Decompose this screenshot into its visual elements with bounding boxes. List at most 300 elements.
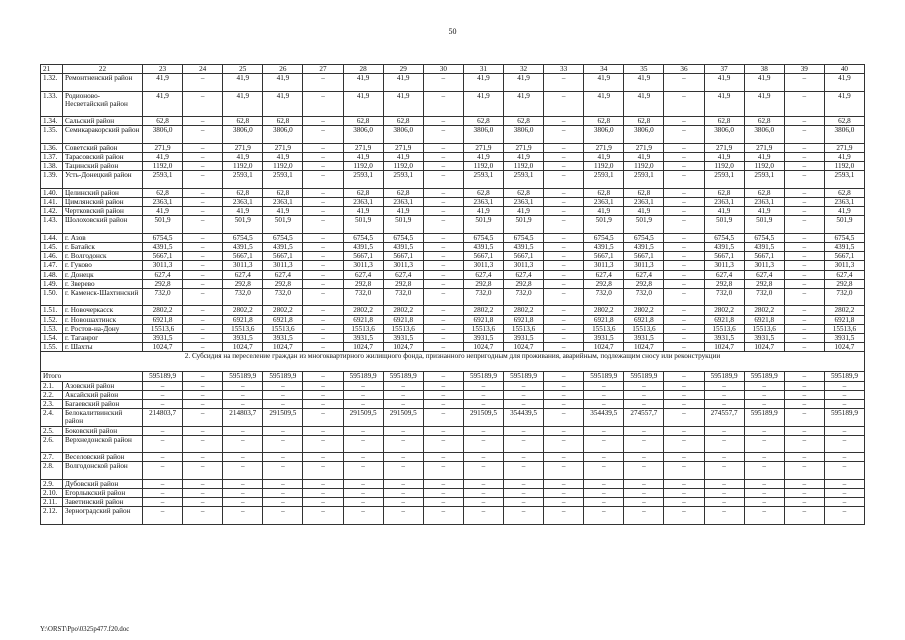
value-cell: 62,8 (584, 117, 624, 126)
value-cell: 291509,5 (263, 409, 303, 426)
row-number: 2.6. (41, 435, 63, 452)
table-row (41, 252, 865, 261)
value-cell: – (544, 315, 584, 324)
value-cell: – (664, 400, 704, 409)
value-cell: 4391,5 (263, 242, 303, 251)
value-cell: – (303, 233, 343, 242)
value-cell: 501,9 (383, 216, 423, 233)
value-cell: 62,8 (463, 188, 503, 197)
value-cell: – (343, 390, 383, 399)
column-number: 40 (824, 65, 864, 74)
value-cell: 3806,0 (343, 126, 383, 143)
value-cell: 41,9 (223, 207, 263, 216)
value-cell: 6921,8 (584, 315, 624, 324)
value-cell: – (143, 400, 183, 409)
value-cell: – (183, 270, 223, 279)
table-row (41, 343, 865, 352)
value-cell: 732,0 (383, 289, 423, 306)
value-cell: – (223, 462, 263, 479)
total-value-cell: – (423, 372, 463, 381)
total-value-cell: 595189,9 (463, 372, 503, 381)
value-cell: – (303, 324, 343, 333)
value-cell: – (183, 188, 223, 197)
value-cell: 2802,2 (744, 306, 784, 315)
value-cell: – (423, 216, 463, 233)
value-cell: – (824, 462, 864, 479)
value-cell: – (784, 162, 824, 171)
value-cell: – (183, 315, 223, 324)
column-number: 30 (423, 65, 463, 74)
value-cell: – (423, 252, 463, 261)
value-cell: – (584, 390, 624, 399)
row-number: 1.45. (41, 242, 63, 251)
value-cell: – (223, 498, 263, 507)
value-cell: – (664, 242, 704, 251)
value-cell: 2593,1 (704, 171, 744, 188)
value-cell: 501,9 (584, 216, 624, 233)
value-cell: 62,8 (704, 188, 744, 197)
value-cell: – (183, 462, 223, 479)
value-cell: 2363,1 (824, 197, 864, 206)
value-cell: 292,8 (824, 279, 864, 288)
value-cell: – (744, 479, 784, 488)
value-cell: – (183, 409, 223, 426)
value-cell: 3931,5 (223, 334, 263, 343)
value-cell: – (664, 306, 704, 315)
table-row (41, 74, 865, 91)
column-number: 25 (223, 65, 263, 74)
value-cell: – (624, 390, 664, 399)
value-cell: – (183, 143, 223, 152)
value-cell: – (303, 315, 343, 324)
value-cell: 2363,1 (263, 197, 303, 206)
value-cell: – (704, 426, 744, 435)
value-cell: 41,9 (383, 207, 423, 216)
value-cell: – (784, 91, 824, 117)
value-cell: 41,9 (143, 152, 183, 161)
value-cell: 732,0 (263, 289, 303, 306)
value-cell: – (704, 435, 744, 452)
total-value-cell: – (303, 372, 343, 381)
district-name: Веселовский район (63, 453, 143, 462)
table-row (41, 426, 865, 435)
value-cell: – (544, 400, 584, 409)
value-cell: – (664, 117, 704, 126)
value-cell: – (544, 233, 584, 242)
table-row (41, 188, 865, 197)
value-cell: 2593,1 (624, 171, 664, 188)
value-cell: 41,9 (584, 74, 624, 91)
value-cell: 2363,1 (223, 197, 263, 206)
value-cell: 627,4 (503, 270, 543, 279)
value-cell: – (584, 479, 624, 488)
value-cell: – (423, 400, 463, 409)
value-cell: 732,0 (463, 289, 503, 306)
district-name: Азовский район (63, 381, 143, 390)
value-cell: 627,4 (624, 270, 664, 279)
value-cell: 271,9 (624, 143, 664, 152)
row-number: 1.35. (41, 126, 63, 143)
total-value-cell: 595189,9 (383, 372, 423, 381)
value-cell: 3011,3 (584, 261, 624, 270)
column-number: 27 (303, 65, 343, 74)
value-cell: – (664, 489, 704, 498)
value-cell: – (544, 507, 584, 524)
value-cell: – (784, 74, 824, 91)
value-cell: – (824, 426, 864, 435)
value-cell: 271,9 (824, 143, 864, 152)
value-cell: 271,9 (383, 143, 423, 152)
value-cell: 3011,3 (704, 261, 744, 270)
total-value-cell: 595189,9 (343, 372, 383, 381)
value-cell: 15513,6 (744, 324, 784, 333)
row-number: 1.42. (41, 207, 63, 216)
value-cell: 6754,5 (624, 233, 664, 242)
value-cell: 5667,1 (824, 252, 864, 261)
value-cell: – (503, 507, 543, 524)
value-cell: 41,9 (263, 91, 303, 117)
district-name: г. Таганрог (63, 334, 143, 343)
value-cell: – (183, 126, 223, 143)
value-cell: – (183, 152, 223, 161)
value-cell: 41,9 (263, 152, 303, 161)
value-cell: – (503, 435, 543, 452)
value-cell: – (423, 117, 463, 126)
value-cell: – (183, 117, 223, 126)
value-cell: 41,9 (704, 91, 744, 117)
value-cell: 4391,5 (343, 242, 383, 251)
row-number: 1.32. (41, 74, 63, 91)
value-cell: 2593,1 (503, 171, 543, 188)
value-cell: – (784, 216, 824, 233)
value-cell: 271,9 (744, 143, 784, 152)
value-cell: 62,8 (383, 188, 423, 197)
district-name: Целинский район (63, 188, 143, 197)
value-cell: – (544, 289, 584, 306)
row-number: 1.48. (41, 270, 63, 279)
value-cell: 62,8 (624, 188, 664, 197)
value-cell: 501,9 (744, 216, 784, 233)
value-cell: 41,9 (624, 91, 664, 117)
value-cell: 15513,6 (223, 324, 263, 333)
value-cell: – (544, 117, 584, 126)
value-cell: – (704, 462, 744, 479)
value-cell: – (183, 306, 223, 315)
value-cell: 3806,0 (584, 126, 624, 143)
value-cell: 41,9 (463, 207, 503, 216)
district-name: г. Ростов-на-Дону (63, 324, 143, 333)
value-cell: – (423, 381, 463, 390)
value-cell: – (784, 400, 824, 409)
total-value-cell: 595189,9 (824, 372, 864, 381)
value-cell: 501,9 (263, 216, 303, 233)
value-cell: 1192,0 (143, 162, 183, 171)
value-cell: 291509,5 (463, 409, 503, 426)
table-row (41, 216, 865, 233)
value-cell: 41,9 (463, 91, 503, 117)
district-name: Аксайский район (63, 390, 143, 399)
row-number: 1.50. (41, 289, 63, 306)
value-cell: 1024,7 (223, 343, 263, 352)
row-number: 1.41. (41, 197, 63, 206)
value-cell: 2802,2 (223, 306, 263, 315)
value-cell: – (263, 479, 303, 488)
row-number: 1.37. (41, 152, 63, 161)
value-cell: 292,8 (343, 279, 383, 288)
value-cell: 2802,2 (704, 306, 744, 315)
value-cell: 62,8 (263, 188, 303, 197)
value-cell: 6754,5 (143, 233, 183, 242)
row-number: 2.11. (41, 498, 63, 507)
value-cell: – (664, 270, 704, 279)
table-row (41, 435, 865, 452)
value-cell: 41,9 (263, 74, 303, 91)
district-name: г. Азов (63, 233, 143, 242)
value-cell: 41,9 (824, 74, 864, 91)
value-cell: – (784, 453, 824, 462)
value-cell: 292,8 (704, 279, 744, 288)
value-cell: 6921,8 (143, 315, 183, 324)
total-value-cell: 595189,9 (503, 372, 543, 381)
row-number: 2.2. (41, 390, 63, 399)
value-cell: 3931,5 (584, 334, 624, 343)
value-cell: 5667,1 (263, 252, 303, 261)
value-cell: 4391,5 (503, 242, 543, 251)
row-number: 1.39. (41, 171, 63, 188)
value-cell: – (463, 498, 503, 507)
value-cell: – (343, 498, 383, 507)
value-cell: – (784, 334, 824, 343)
value-cell: – (664, 498, 704, 507)
value-cell: 291509,5 (383, 409, 423, 426)
value-cell: – (744, 400, 784, 409)
value-cell: – (183, 279, 223, 288)
value-cell: 6754,5 (383, 233, 423, 242)
value-cell: – (303, 216, 343, 233)
table-row (41, 315, 865, 324)
value-cell: – (544, 489, 584, 498)
value-cell: – (824, 479, 864, 488)
value-cell: – (544, 143, 584, 152)
value-cell: – (223, 489, 263, 498)
district-name: Зерноградский район (63, 507, 143, 524)
value-cell: – (784, 498, 824, 507)
value-cell: – (183, 381, 223, 390)
value-cell: 1024,7 (463, 343, 503, 352)
table-row (41, 261, 865, 270)
district-name: Ремонтненский район (63, 74, 143, 91)
value-cell: 501,9 (824, 216, 864, 233)
value-cell: 2593,1 (463, 171, 503, 188)
value-cell: – (544, 279, 584, 288)
value-cell: – (423, 479, 463, 488)
value-cell: 6921,8 (624, 315, 664, 324)
value-cell: – (463, 381, 503, 390)
value-cell: – (143, 426, 183, 435)
value-cell: – (263, 489, 303, 498)
value-cell: – (664, 74, 704, 91)
value-cell: 3806,0 (624, 126, 664, 143)
district-name: г. Шахты (63, 343, 143, 352)
district-name: Тацинский район (63, 162, 143, 171)
value-cell: – (263, 426, 303, 435)
column-number: 32 (503, 65, 543, 74)
value-cell: – (383, 435, 423, 452)
value-cell: 3931,5 (824, 334, 864, 343)
value-cell: 292,8 (223, 279, 263, 288)
value-cell: 3011,3 (624, 261, 664, 270)
district-name: Тарасовский район (63, 152, 143, 161)
value-cell: 41,9 (624, 152, 664, 161)
value-cell: 2802,2 (584, 306, 624, 315)
value-cell: – (183, 489, 223, 498)
value-cell: 15513,6 (584, 324, 624, 333)
value-cell: – (544, 462, 584, 479)
value-cell: 732,0 (584, 289, 624, 306)
table-row (41, 117, 865, 126)
value-cell: – (423, 242, 463, 251)
value-cell: – (704, 507, 744, 524)
budget-table (40, 64, 865, 525)
value-cell: – (223, 400, 263, 409)
value-cell: – (463, 390, 503, 399)
value-cell: – (303, 207, 343, 216)
value-cell: 15513,6 (383, 324, 423, 333)
total-value-cell: 595189,9 (744, 372, 784, 381)
value-cell: 62,8 (503, 117, 543, 126)
value-cell: – (303, 306, 343, 315)
value-cell: 2363,1 (744, 197, 784, 206)
value-cell: 62,8 (343, 188, 383, 197)
value-cell: 732,0 (744, 289, 784, 306)
value-cell: 41,9 (343, 152, 383, 161)
value-cell: – (784, 188, 824, 197)
table-row (41, 126, 865, 143)
value-cell: 3806,0 (503, 126, 543, 143)
value-cell: – (263, 435, 303, 452)
value-cell: 41,9 (463, 74, 503, 91)
value-cell: 41,9 (383, 74, 423, 91)
value-cell: 627,4 (584, 270, 624, 279)
value-cell: – (263, 453, 303, 462)
row-number: 2.3. (41, 400, 63, 409)
value-cell: – (824, 453, 864, 462)
value-cell: – (463, 507, 503, 524)
value-cell: 271,9 (463, 143, 503, 152)
value-cell: 15513,6 (263, 324, 303, 333)
value-cell: – (784, 289, 824, 306)
value-cell: – (784, 143, 824, 152)
value-cell: 3011,3 (463, 261, 503, 270)
value-cell: – (423, 279, 463, 288)
value-cell: 3011,3 (223, 261, 263, 270)
value-cell: – (744, 498, 784, 507)
value-cell: – (624, 507, 664, 524)
row-number: 1.44. (41, 233, 63, 242)
value-cell: 732,0 (343, 289, 383, 306)
value-cell: – (824, 489, 864, 498)
value-cell: 3931,5 (704, 334, 744, 343)
table-row (41, 152, 865, 161)
value-cell: 62,8 (503, 188, 543, 197)
value-cell: – (423, 188, 463, 197)
table-row (41, 289, 865, 306)
value-cell: 501,9 (343, 216, 383, 233)
value-cell: 41,9 (824, 207, 864, 216)
value-cell: – (343, 400, 383, 409)
value-cell: – (423, 462, 463, 479)
value-cell: – (584, 489, 624, 498)
value-cell: – (784, 306, 824, 315)
value-cell: – (784, 270, 824, 279)
value-cell: 292,8 (744, 279, 784, 288)
value-cell: 41,9 (383, 91, 423, 117)
row-number: 1.46. (41, 252, 63, 261)
value-cell: 2802,2 (263, 306, 303, 315)
row-number: 2.12. (41, 507, 63, 524)
value-cell: – (624, 426, 664, 435)
value-cell: – (423, 507, 463, 524)
value-cell: 2363,1 (463, 197, 503, 206)
value-cell: 41,9 (744, 207, 784, 216)
value-cell: – (824, 400, 864, 409)
district-name: Заветинский район (63, 498, 143, 507)
district-name: Боковский район (63, 426, 143, 435)
value-cell: – (463, 489, 503, 498)
value-cell: 627,4 (383, 270, 423, 279)
value-cell: – (423, 162, 463, 171)
value-cell: – (824, 435, 864, 452)
value-cell: 4391,5 (824, 242, 864, 251)
value-cell: – (143, 507, 183, 524)
value-cell: 41,9 (744, 91, 784, 117)
value-cell: – (664, 188, 704, 197)
file-path-footer: Y:\ORST\Ppo\0325p477.f20.doc (40, 626, 130, 633)
value-cell: 41,9 (584, 207, 624, 216)
value-cell: – (423, 426, 463, 435)
district-name: Дубовский район (63, 479, 143, 488)
value-cell: 501,9 (503, 216, 543, 233)
value-cell: 41,9 (704, 207, 744, 216)
value-cell: 271,9 (343, 143, 383, 152)
value-cell: – (143, 453, 183, 462)
value-cell: 1192,0 (503, 162, 543, 171)
value-cell: 1192,0 (383, 162, 423, 171)
value-cell: – (544, 126, 584, 143)
value-cell: – (784, 390, 824, 399)
value-cell: – (303, 197, 343, 206)
value-cell: 271,9 (223, 143, 263, 152)
value-cell: – (183, 289, 223, 306)
section-heading-row (41, 352, 865, 372)
table-row (41, 498, 865, 507)
value-cell: – (423, 324, 463, 333)
value-cell: – (263, 400, 303, 409)
value-cell: – (664, 453, 704, 462)
value-cell: 1192,0 (463, 162, 503, 171)
value-cell: – (303, 91, 343, 117)
value-cell: – (503, 390, 543, 399)
value-cell: 5667,1 (383, 252, 423, 261)
row-number: 1.43. (41, 216, 63, 233)
total-value-cell: – (544, 372, 584, 381)
value-cell: 3931,5 (343, 334, 383, 343)
table-row (41, 390, 865, 399)
value-cell: – (303, 453, 343, 462)
value-cell: 3806,0 (143, 126, 183, 143)
value-cell: 627,4 (824, 270, 864, 279)
value-cell: – (624, 453, 664, 462)
